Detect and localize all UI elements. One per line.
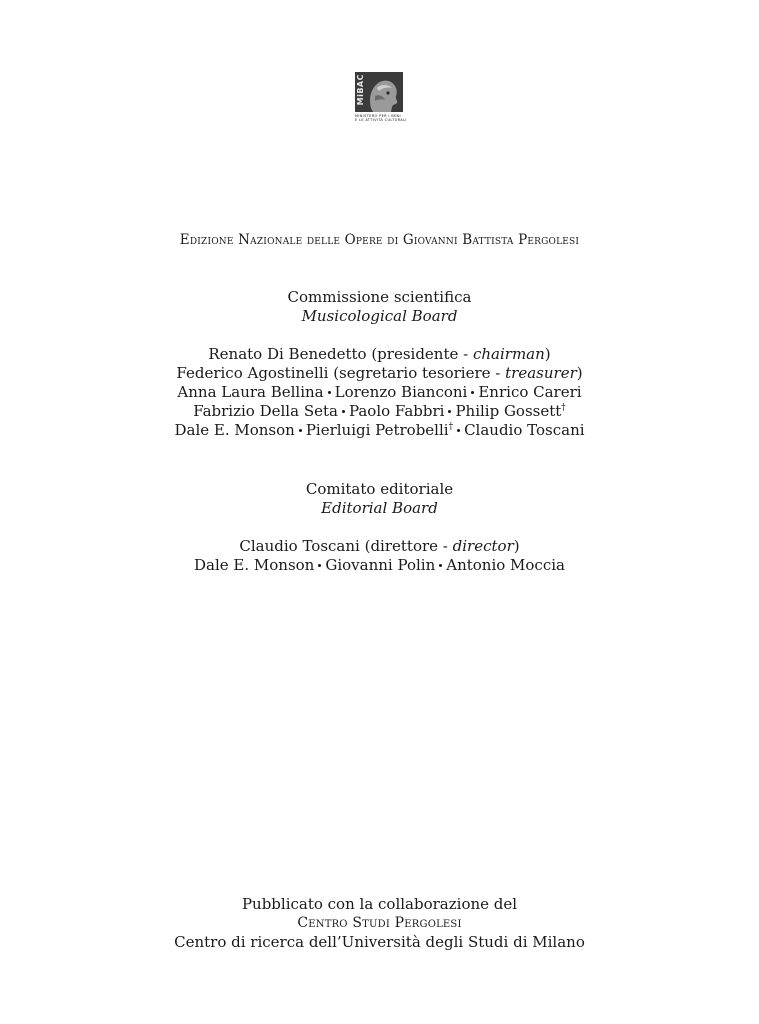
- mibac-logo: [355, 72, 407, 124]
- member-role-close: ): [576, 364, 583, 382]
- logo-vertical-text: MiBAC: [356, 74, 365, 106]
- commission-member-line-1: [0, 345, 759, 364]
- member-name: Claudio Toscani: [464, 421, 585, 439]
- separator-dot: [318, 564, 321, 567]
- member-name: Enrico Careri: [478, 383, 582, 401]
- member-name: Dale E. Monson: [194, 556, 315, 574]
- separator-dot: [448, 410, 451, 413]
- member-role-close: ): [513, 537, 520, 555]
- separator-dot: [342, 410, 345, 413]
- member-name: Claudio Toscani (direttore -: [239, 537, 453, 555]
- member-name: Paolo Fabbri: [348, 402, 445, 420]
- member-name: Giovanni Polin: [325, 556, 436, 574]
- footer-line-3: Centro di ricerca dell’Università degli Studi di Milano: [174, 933, 585, 951]
- member-role: treasurer: [505, 364, 577, 382]
- footer-line-1: Pubblicato con la collaborazione del: [241, 895, 518, 913]
- commission-heading-en: Musicological Board: [301, 307, 458, 325]
- footer-institute: Centro Studi Pergolesi: [297, 915, 462, 931]
- editorial-member-line-1: [0, 537, 759, 556]
- commission-member-line-4: [0, 402, 759, 421]
- member-role: director: [452, 537, 514, 555]
- editorial-heading: Comitato editoriale: [305, 480, 454, 498]
- member-name: Federico Agostinelli (segretario tesoriere -: [176, 364, 506, 382]
- member-name: Lorenzo Bianconi: [334, 383, 468, 401]
- commission-member-line-5: [0, 421, 759, 440]
- logo-emblem: [355, 72, 403, 112]
- separator-dot: [328, 391, 331, 394]
- separator-dot: [457, 429, 460, 432]
- editorial-member-line-2: [0, 556, 759, 575]
- logo-caption-line1: MINISTERO PER I BENI: [355, 114, 401, 118]
- member-name: Renato Di Benedetto (presidente -: [208, 345, 473, 363]
- member-name: Philip Gossett: [455, 402, 562, 420]
- deceased-mark: †: [561, 403, 566, 413]
- commission-heading: Commissione scientifica: [287, 288, 472, 306]
- member-role-close: ): [544, 345, 551, 363]
- editorial-heading-en: Editorial Board: [321, 499, 438, 517]
- member-name: Fabrizio Della Seta: [193, 402, 338, 420]
- deceased-mark: †: [448, 422, 454, 432]
- member-role: chairman: [472, 345, 545, 363]
- commission-member-line-3: [0, 383, 759, 402]
- separator-dot: [439, 564, 442, 567]
- logo-caption: [355, 114, 407, 123]
- commission-member-line-2: [0, 364, 759, 383]
- logo-caption-line2: E LE ATTIVITÀ CULTURALI: [355, 118, 407, 123]
- member-name: Antonio Moccia: [446, 556, 565, 574]
- separator-dot: [299, 429, 302, 432]
- separator-dot: [471, 391, 474, 394]
- member-name: Pierluigi Petrobelli: [305, 421, 449, 439]
- series-title: Edizione Nazionale delle Opere di Giovanni Battista Pergolesi: [179, 232, 580, 248]
- member-name: Anna Laura Bellina: [177, 383, 324, 401]
- member-name: Dale E. Monson: [174, 421, 295, 439]
